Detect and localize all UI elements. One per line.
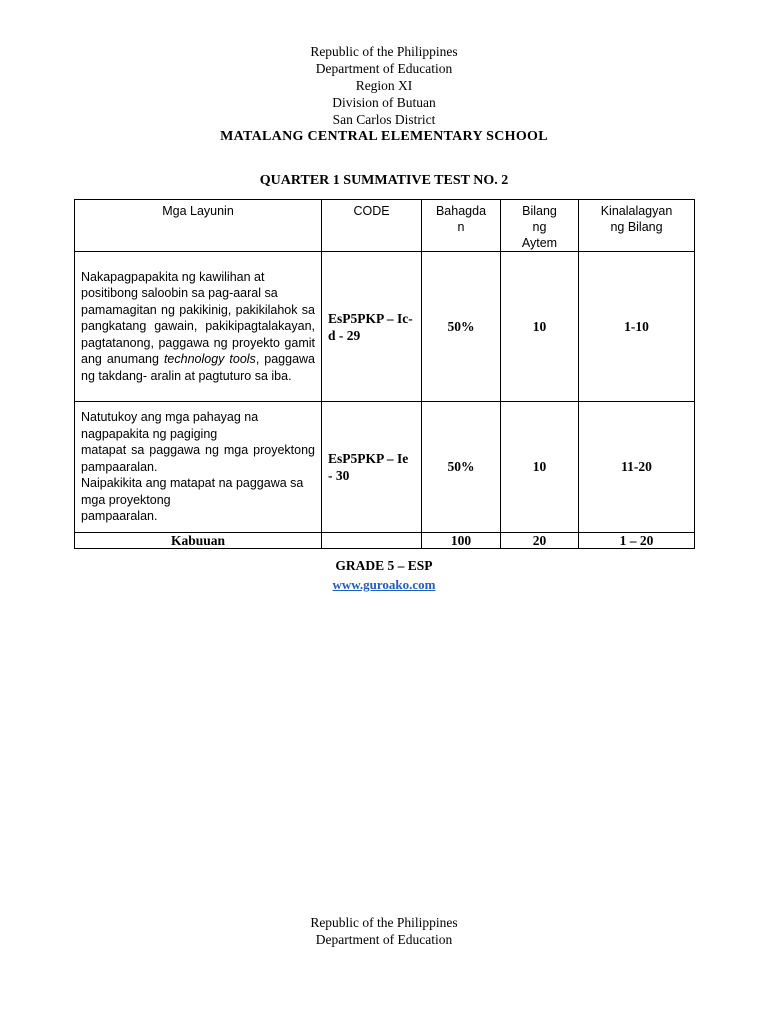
code-cell: EsP5PKP – Ic-d - 29 bbox=[322, 252, 422, 402]
header-items-line1: Bilang bbox=[522, 204, 557, 218]
objective-line: Natutukoy ang mga pahayag na bbox=[81, 410, 259, 425]
objective-cell bbox=[75, 252, 322, 402]
header-placement-line2: ng Bilang bbox=[610, 220, 663, 234]
placement-cell: 1-10 bbox=[579, 252, 695, 402]
table-row bbox=[75, 402, 695, 533]
header-items-line2: ng bbox=[532, 220, 547, 234]
header-placement-line1: Kinalalagyan bbox=[600, 204, 673, 218]
items-cell: 10 bbox=[501, 252, 579, 402]
school-name: MATALANG CENTRAL ELEMENTARY SCHOOL bbox=[220, 129, 548, 144]
objective-cell bbox=[75, 402, 322, 533]
next-header-department: Department of Education bbox=[315, 932, 453, 947]
header-code: CODE bbox=[322, 200, 422, 252]
document-header bbox=[0, 43, 768, 145]
total-items: 20 bbox=[501, 533, 579, 549]
header-percent bbox=[422, 200, 501, 252]
objective-line: Nakapagpapakita ng kawilihan at bbox=[81, 269, 265, 284]
specification-table bbox=[74, 199, 695, 549]
total-label: Kabuuan bbox=[75, 533, 322, 549]
objective-text-part: pamamagitan ng pakikinig, pakikilahok sa pangkatang gawain, pakikipagtalakayan, pagtatanong, paggawa ng proyekto gamit ang anumang bbox=[81, 302, 315, 367]
header-objectives: Mga Layunin bbox=[75, 200, 322, 252]
header-items bbox=[501, 200, 579, 252]
table-row bbox=[75, 252, 695, 402]
objective-line: nagpapakita ng pagiging bbox=[81, 426, 218, 441]
total-placement: 1 – 20 bbox=[579, 533, 695, 549]
objective-line: matapat sa paggawa ng mga proyektong pampaaralan. bbox=[81, 443, 315, 474]
objective-line: Naipakikita ang matapat na paggawa sa mga proyektong bbox=[81, 476, 304, 507]
header-region: Region XI bbox=[355, 78, 413, 93]
objective-italic-term: technology tools bbox=[163, 352, 256, 367]
header-department: Department of Education bbox=[315, 61, 453, 76]
objective-line: pampaaralan. bbox=[81, 509, 158, 524]
objective-line: positibong saloobin sa pag-aaral sa bbox=[81, 286, 278, 301]
total-code bbox=[322, 533, 422, 549]
header-division: Division of Butuan bbox=[332, 95, 436, 110]
objective-text-part: , paggawa ng takdang- aralin at pagtuturo sa iba. bbox=[81, 352, 316, 383]
percent-cell: 50% bbox=[422, 252, 501, 402]
table-header-row bbox=[75, 200, 695, 252]
header-items-line3: Aytem bbox=[521, 236, 558, 250]
placement-cell: 11-20 bbox=[579, 402, 695, 533]
percent-cell: 50% bbox=[422, 402, 501, 533]
total-percent: 100 bbox=[422, 533, 501, 549]
header-district: San Carlos District bbox=[332, 112, 436, 127]
header-republic: Republic of the Philippines bbox=[310, 44, 458, 59]
grade-subject: GRADE 5 – ESP bbox=[335, 558, 433, 573]
header-percent-line2: n bbox=[457, 220, 465, 234]
next-header-republic: Republic of the Philippines bbox=[310, 915, 458, 930]
test-title: QUARTER 1 SUMMATIVE TEST NO. 2 bbox=[259, 173, 509, 188]
total-row bbox=[75, 533, 695, 549]
website-link-container bbox=[0, 577, 768, 593]
objective-text bbox=[81, 302, 315, 385]
header-percent-line1: Bahagda bbox=[435, 204, 487, 218]
header-placement bbox=[579, 200, 695, 252]
next-page-header bbox=[0, 914, 768, 948]
code-cell: EsP5PKP – Ie - 30 bbox=[322, 402, 422, 533]
items-cell: 10 bbox=[501, 402, 579, 533]
website-link[interactable]: www.guroako.com bbox=[332, 577, 436, 592]
